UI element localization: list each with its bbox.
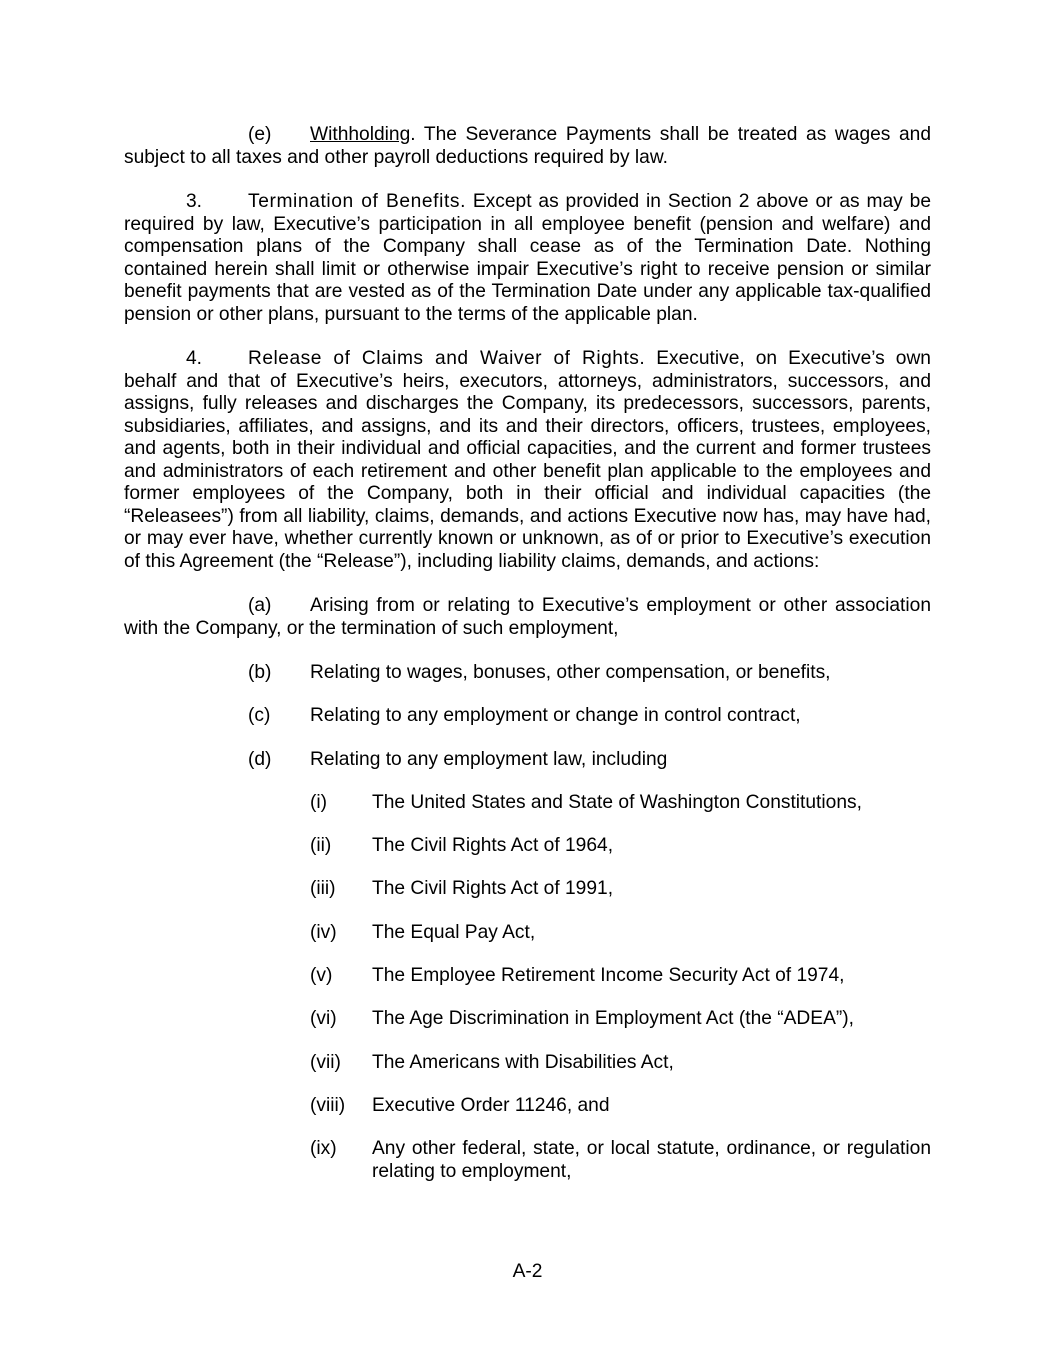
withholding-paragraph [124, 124, 931, 169]
sub-item-vi [124, 1008, 931, 1031]
sub-item-iii [124, 878, 931, 901]
sub-item-label: (vii) [310, 1051, 341, 1073]
sub-item-text: The Equal Pay Act, [372, 921, 536, 943]
sub-item-ii [124, 835, 931, 858]
sub-item-text: Executive Order 11246, and [372, 1094, 610, 1116]
withholding-title: Withholding [310, 124, 411, 145]
document-page [124, 124, 931, 1183]
sub-item-vii [124, 1052, 931, 1075]
item-a-label: (a) [248, 595, 272, 616]
sub-item-text: The Employee Retirement Income Security Act of 1974, [372, 965, 845, 987]
sub-item-label: (ix) [310, 1138, 337, 1160]
list-item-text: Relating to any employment law, including [310, 748, 668, 770]
withholding-text: . The Severance Payments shall be treated as wages and subject to all taxes and other payroll deductions required by law. [124, 124, 931, 168]
list-item-text: Relating to wages, bonuses, other compensation, or benefits, [310, 662, 831, 683]
list-item-label: (b) [248, 662, 272, 683]
list-item-label: (d) [248, 748, 272, 770]
sub-item-iv [124, 922, 931, 945]
sub-item-v [124, 965, 931, 988]
section-4-paragraph [124, 348, 931, 573]
section-4-number: 4. [186, 348, 203, 369]
item-a-text: Arising from or relating to Executive’s employment or other association with the Company, or the termination of such employment, [124, 595, 931, 639]
sub-item-viii [124, 1095, 931, 1118]
section-4-heading: Release of Claims and Waiver of Rights. [248, 348, 646, 369]
list-item-d [124, 749, 931, 772]
sub-item-ix [124, 1138, 931, 1183]
sub-item-text: The United States and State of Washington Constitutions, [372, 791, 862, 813]
sub-item-text: The Civil Rights Act of 1991, [372, 878, 614, 900]
sub-item-label: (iv) [310, 921, 337, 943]
withholding-label: (e) [248, 124, 272, 145]
sub-item-label: (vi) [310, 1008, 337, 1030]
sub-item-text: The Americans with Disabilities Act, [372, 1051, 674, 1073]
item-a-paragraph [124, 595, 931, 640]
sub-item-label: (v) [310, 965, 333, 987]
sub-item-label: (viii) [310, 1094, 346, 1116]
sub-item-text: Any other federal, state, or local statute, ordinance, or regulation relating to employment, [372, 1138, 931, 1182]
sub-item-i [124, 792, 931, 815]
sub-item-text: The Age Discrimination in Employment Act (the “ADEA”), [372, 1008, 854, 1030]
sub-item-label: (i) [310, 791, 328, 813]
section-3-paragraph [124, 191, 931, 326]
page-number: A-2 [512, 1261, 543, 1282]
list-item-text: Relating to any employment or change in control contract, [310, 705, 801, 727]
list-item-label: (c) [248, 705, 271, 727]
section-4-text: Executive, on Executive’s own behalf and that of Executive’s heirs, executors, attorneys, administrators, successors, and assigns, fully releases and discharges the Company, its predecessors, successors, parents, subsidiaries, affiliates, and assigns, and its and their directors, officers, trustees, employees, and agents, both in their individual and official capacities, and the current and former trustees and administrators of each retirement and other benefit plan applicable to the employees and former employees of the Company, both in their official and individual capacities (the “Releasees”) from all liability, claims, demands, and actions Executive now has, may have had, or may ever have, whether currently known or unknown, as of or prior to Executive’s execution of this Agreement (the “Release”), including liability claims, demands, and actions: [124, 348, 931, 572]
sub-item-label: (iii) [310, 878, 336, 900]
sub-item-text: The Civil Rights Act of 1964, [372, 835, 614, 857]
section-3-text: Except as provided in Section 2 above or as may be required by law, Executive’s participation in all employee benefit (pension and welfare) and compensation plans of the Company shall cease as of the Termination Date. Nothing contained herein shall limit or otherwise impair Executive’s right to receive pension or similar benefit payments that are vested as of the Termination Date under any applicable tax-qualified pension or other plans, pursuant to the terms of the applicable plan. [124, 191, 931, 325]
sub-item-label: (ii) [310, 835, 332, 857]
list-item-b [124, 662, 931, 685]
list-item-c [124, 705, 931, 728]
section-3-heading: Termination of Benefits. [248, 191, 466, 212]
section-3-number: 3. [186, 191, 203, 212]
